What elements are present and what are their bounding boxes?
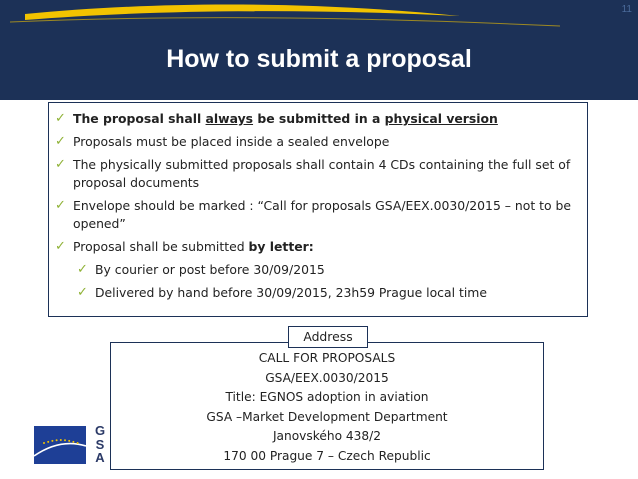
bullet-text: By courier or post before 30/09/2015 [95,262,325,277]
sub-bullet-item [77,284,583,302]
flag-star [47,441,49,443]
address-line: CALL FOR PROPOSALS [258,351,396,365]
checkmark-icon: ✓ [55,239,66,254]
bullet-text: always [205,111,254,126]
bullet-text: The proposal shall [73,111,206,126]
flag-star [60,439,62,441]
checkmark-icon: ✓ [55,157,66,172]
flag-star [77,442,79,444]
page-number: 11 [621,4,632,15]
address-line: Janovského 438/2 [272,429,382,443]
address-box [110,342,544,470]
gsa-logo [90,424,110,468]
requirements-list [55,110,583,307]
bullet-text: Proposals must be placed inside a sealed envelope [73,134,390,149]
checkmark-icon: ✓ [77,285,88,300]
flag-star [72,441,74,443]
address-line: GSA/EEX.0030/2015 [265,370,389,385]
flag-star [68,440,70,442]
bullet-text: The physically submitted proposals shall contain 4 CDs containing the full set of proposal documents [73,157,571,190]
bullet-text: physical version [384,111,498,126]
eu-flag-icon [34,426,86,464]
flag-star [43,442,45,444]
bullet-text: Envelope should be marked : “Call for proposals GSA/EEX.0030/2015 – not to be opened” [73,198,571,231]
requirements-box [48,102,588,317]
gsa-logo-letter: S [95,436,105,452]
bullet-item [55,238,583,256]
bullet-text: Proposal shall be submitted [73,239,249,254]
flag-star [56,439,58,441]
slide-title: How to submit a proposal [166,45,472,73]
header-swoosh-decoration [0,0,638,40]
checkmark-icon: ✓ [55,198,66,213]
bullet-item [55,197,583,233]
checkmark-icon: ✓ [77,262,88,277]
flag-star [64,439,66,441]
bullet-item [55,156,583,192]
checkmark-icon: ✓ [55,134,66,149]
bullet-item [55,133,583,151]
flag-star [51,440,53,442]
gsa-logo-letter: G [94,423,106,438]
bullet-text: by letter: [248,239,314,254]
slide-header [0,0,638,100]
bullet-item [55,110,583,128]
address-line: Title: EGNOS adoption in aviation [225,390,429,404]
address-lines [111,349,543,466]
bullet-text: be submitted in a [253,111,385,126]
gsa-logo-letter: A [95,450,105,465]
bullet-text: Delivered by hand before 30/09/2015, 23h59 Prague local time [95,285,487,300]
sub-bullet-item [77,261,583,279]
address-line: GSA –Market Development Department [206,409,448,424]
address-line: 170 00 Prague 7 – Czech Republic [223,448,431,463]
checkmark-icon: ✓ [55,111,66,126]
address-tab-label: Address [288,326,368,348]
